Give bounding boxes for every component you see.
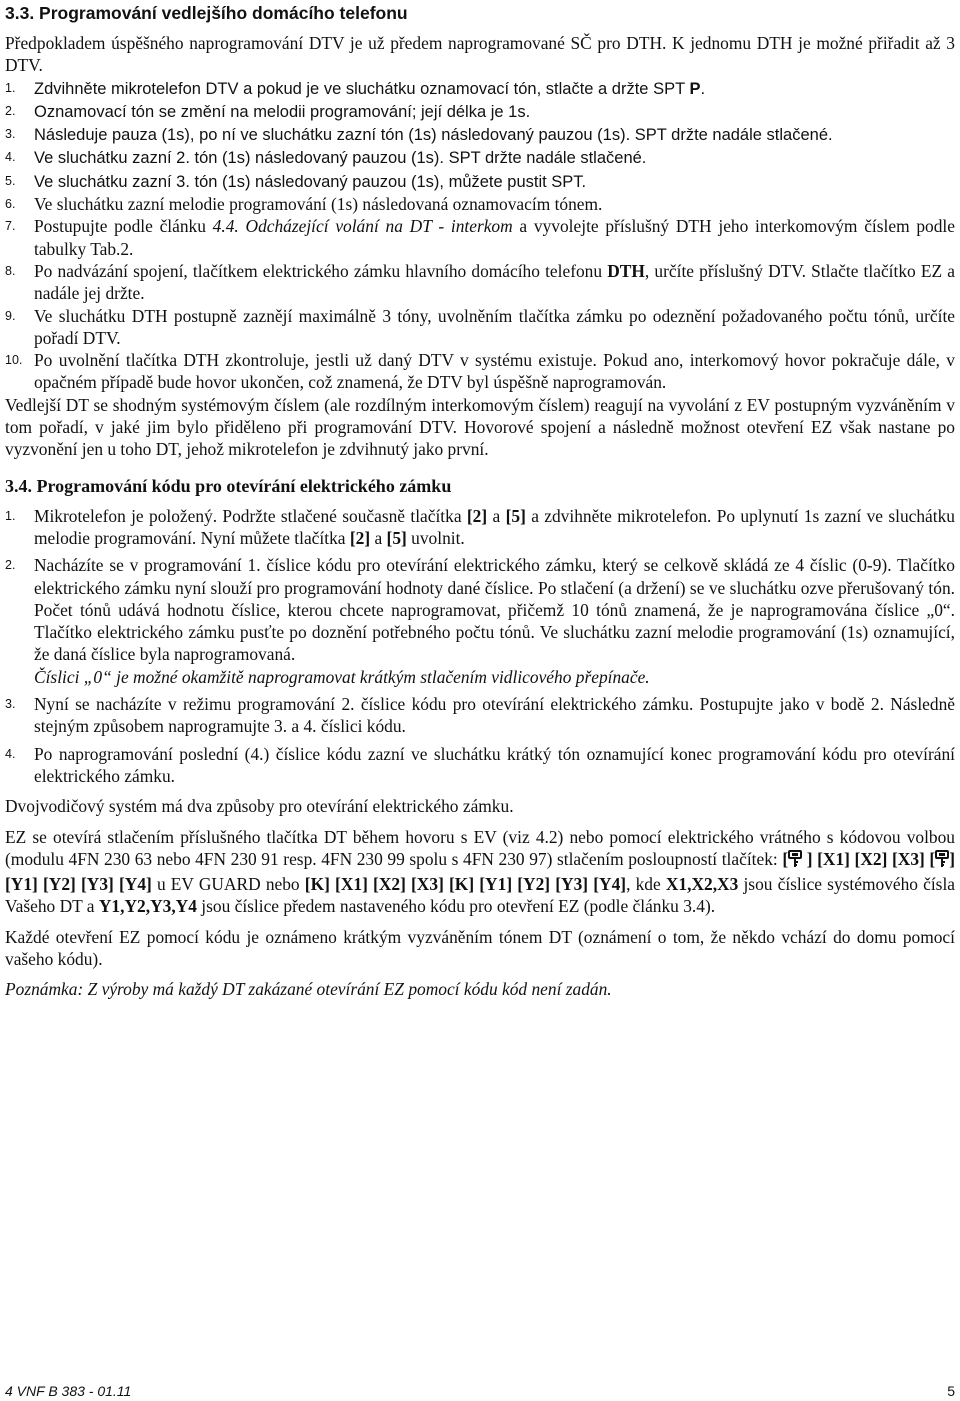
step-10: [5, 349, 955, 394]
step-text: Následuje pauza (1s), po ní ve sluchátku zazní tón (1s) následovaný pauzou (1s).: [34, 126, 635, 145]
key-icon: [788, 850, 802, 873]
step-text: Mikrotelefon je položený. Podržte stlačené současně tlačítka: [34, 505, 467, 526]
step-number: 4.: [5, 150, 16, 165]
paragraph-text: EZ se otevírá stlačením příslušného tlačítka DT během hovoru s EV (viz 4.2) nebo pomocí elektrického vrátného s kódovou volbou (modulu 4FN 230 63 nebo 4FN 230 91 resp. 4FN 230 99 spolu s 4FN 230 97) stlačením posloupností tlačítek:: [5, 826, 955, 869]
step-text: Po uvolnění tlačítka DTH zkontroluje, jestli už daný DTV v systému existuje. Pokud ano, interkomový hovor pokračuje dále, v opačném případě bude hovor ukončen, což znamená, že DTV byl úspěšně naprogramován.: [34, 350, 955, 393]
page-number: 5: [947, 1383, 955, 1399]
step-text: můžete pustit SPT.: [448, 172, 587, 191]
section-3-4-title: 3.4. Programování kódu pro otevírání elektrického zámku: [5, 475, 452, 496]
step-number: 3.: [5, 127, 16, 142]
step-number: 8.: [5, 263, 16, 278]
step-text: SPT držte nadále stlačené.: [448, 149, 647, 168]
paragraph-text: jsou číslice předem nastaveného kódu pro otevření EZ (podle článku 3.4).: [196, 896, 716, 917]
section-3-3-closing: Vedlejší DT se shodným systémovým číslem (ale rozdílným interkomovým číslem) reagují na vyvolání z EV postupným vyzváněním v tom pořadí, v jaké jim bylo přiděleno při programování DTV. Hovorové spojení a následně možnost otevření EZ však nastane po vyzvonění jen u toho DT, jehož mikrotelefon je zdvihnutý jako první.: [5, 394, 955, 460]
key-sequence: [: [782, 848, 789, 869]
step-text: Ve sluchátku zazní 3. tón (1s) následovaný pauzou (1s),: [34, 172, 449, 191]
paragraph-ez-opening: [5, 826, 955, 918]
key-sequence: ] [X1] [X2] [X3] [: [802, 848, 936, 869]
step-number: 2.: [5, 103, 16, 118]
document-code: 4 VNF B 383 - 01.11: [5, 1383, 132, 1399]
step-reference: 4.4. Odcházející volání na DT - interkom: [212, 216, 513, 237]
step-number: 7.: [5, 219, 16, 234]
paragraph-two-ways: Dvojvodičový systém má dva způsoby pro otevírání elektrického zámku.: [5, 796, 514, 817]
step-2: [5, 100, 955, 123]
step-text: Ve sluchátku zazní melodie programování (1s) následovaná oznamovacím tónem.: [34, 194, 603, 215]
step-4: [5, 146, 955, 169]
step-number: 5.: [5, 173, 16, 188]
section-3-4-steps: [5, 505, 955, 788]
step-9: [5, 305, 955, 350]
paragraph-note: Poznámka: Z výroby má každý DT zakázané otevírání EZ pomocí kódu kód není zadán.: [5, 979, 612, 1000]
step-1: [5, 77, 955, 100]
section-3-3-title: 3.3. Programování vedlejšího domácího telefonu: [5, 3, 408, 23]
step-5: [5, 170, 955, 193]
step-6: [5, 193, 955, 215]
step-number: 1.: [5, 508, 16, 523]
step-text: Po naprogramování poslední (4.) číslice kódu zazní ve sluchátku krátký tón oznamující konec programování kódu pro otevírání elektrického zámku.: [34, 743, 955, 786]
step-7: [5, 215, 955, 260]
step-number: 6.: [5, 197, 16, 212]
code-step-2: [5, 554, 955, 688]
paragraph-text: u EV GUARD nebo: [151, 874, 305, 895]
step-text: Nacházíte se v programování 1. číslice kódu pro otevírání elektrického zámku, který se celkově skládá ze 4 číslic (0-9). Tlačítko elektrického zámku nyní slouží pro programování hodnoty dané číslice. Po stlačení (a držení) se ve sluchátku ozve přerušovaný tón. Počet tónů udává hodnotu číslice, kterou chcete naprogramovat, přičemž 10 tónů znamená, že je naprogramována číslice „0“. Tlačítko elektrického zámku pusťte po doznění potřebného počtu tónů. Ve sluchátku zazní melodie programování (1s) oznamující, že daná číslice byla naprogramovaná.: [34, 555, 955, 665]
step-text: Nyní se nacházíte v režimu programování 2. číslice kódu pro otevírání elektrického zámku. Postupujte jako v bodě 2. Následně stejným způsobem naprogramujte 3. a 4. číslici kódu.: [34, 694, 955, 737]
key-icon: [935, 850, 949, 873]
page-footer: [5, 1383, 955, 1399]
step-text: .: [700, 79, 706, 98]
step-number: 1.: [5, 80, 16, 95]
step-bold: DTH: [607, 260, 645, 281]
step-8: [5, 260, 955, 305]
key-label: [5]: [386, 527, 407, 548]
step-text: Po nadvázání spojení, tlačítkem elektrického zámku hlavního domácího telefonu: [34, 260, 608, 281]
step-note: Číslici „0“ je možné okamžitě naprogramovat krátkým stlačením vidlicového přepínače.: [34, 666, 650, 687]
code-step-4: [5, 743, 955, 788]
key-label: [2]: [466, 505, 488, 526]
key-label: [2]: [349, 527, 371, 548]
step-text: a vyvolejte příslušný DTH jeho interkomovým číslem podle tabulky Tab.2.: [34, 216, 955, 259]
key-sequence: ] [Y1] [Y2] [Y3] [Y4]: [5, 848, 955, 895]
step-number: 4.: [5, 746, 16, 761]
paragraph-bold: Y1,Y2,Y3,Y4: [98, 896, 197, 917]
step-number: 3.: [5, 697, 16, 712]
step-number: 2.: [5, 558, 16, 573]
step-text: a: [370, 527, 387, 548]
step-text: Oznamovací tón se změní na melodii programování; její délka je 1s.: [34, 102, 531, 121]
paragraph-code-notification: Každé otevření EZ pomocí kódu je oznámeno krátkým vyzváněním tónem DT (oznámení o tom, že někdo vchází do domu pomocí vašeho kódu).: [5, 926, 955, 969]
step-text: Ve sluchátku DTH postupně zaznějí maximálně 3 tóny, uvolněním tlačítka zámku po odeznění požadovaného počtu tónů, určíte pořadí DTV.: [34, 305, 955, 348]
paragraph-bold: X1,X2,X3: [665, 874, 739, 895]
code-step-3: [5, 693, 955, 738]
step-text: a zdvihněte mikrotelefon. Po uplynutí 1s zazní ve sluchátku melodie programování. Nyní můžete tlačítka: [34, 505, 955, 548]
document-page: [5, 0, 955, 1001]
paragraph-text: jsou číslice systémového čísla Vašeho DT a: [5, 874, 956, 917]
code-step-1: [5, 505, 955, 550]
step-text: , určíte příslušný DTV. Stlačte tlačítko EZ a nadále jej držte.: [34, 260, 955, 304]
step-text: Zdvihněte mikrotelefon DTV a pokud je ve sluchátku oznamovací tón, stlačte a držte SPT: [34, 79, 690, 98]
step-text: Ve sluchátku zazní 2. tón (1s) následovaný pauzou (1s).: [34, 149, 449, 168]
section-3-3-steps: [5, 77, 955, 394]
step-bold: P: [689, 79, 701, 98]
step-number: 10.: [5, 353, 23, 368]
step-text: SPT držte nadále stlačené.: [634, 126, 833, 145]
key-label: [5]: [505, 505, 526, 526]
key-sequence: [K] [X1] [X2] [X3] [K] [Y1] [Y2] [Y3] [Y4]: [304, 874, 627, 895]
step-text: uvolnit.: [406, 527, 465, 548]
step-text: a: [487, 505, 506, 526]
paragraph-text: , kde: [626, 874, 666, 895]
step-text: Postupujte podle článku: [34, 216, 213, 237]
section-3-3-intro: Předpokladem úspěšného naprogramování DTV je už předem naprogramované SČ pro DTH. K jednomu DTH je možné přiřadit až 3 DTV.: [5, 33, 955, 76]
step-3: [5, 123, 955, 146]
step-number: 9.: [5, 308, 16, 323]
